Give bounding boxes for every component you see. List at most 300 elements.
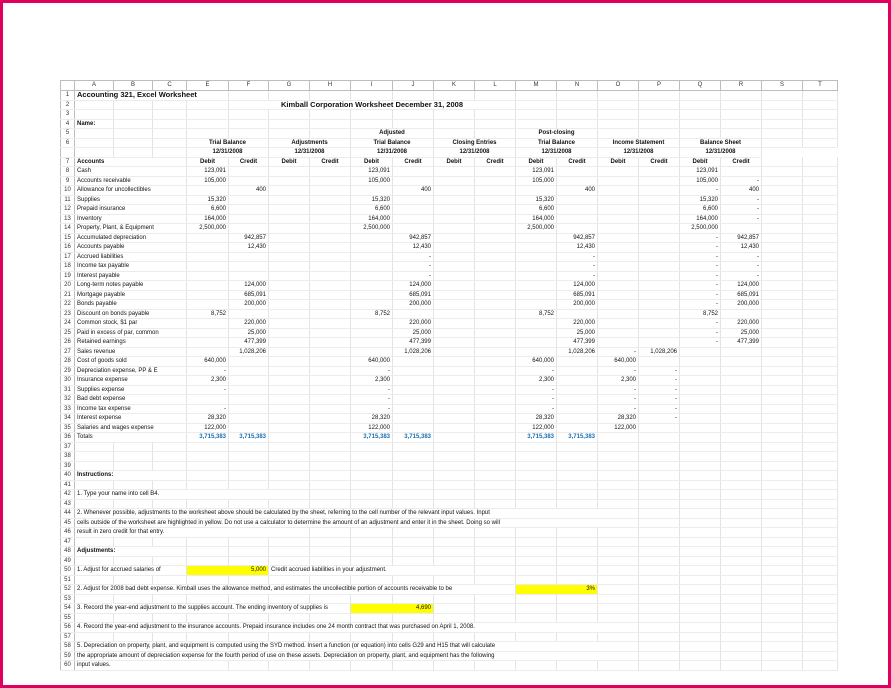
cell[interactable] xyxy=(557,110,598,120)
cell[interactable] xyxy=(680,575,721,585)
cell[interactable] xyxy=(229,91,269,101)
row-header-2[interactable]: 2 xyxy=(61,100,75,110)
cell[interactable] xyxy=(393,661,434,671)
row-header-3[interactable]: 3 xyxy=(61,110,75,120)
header-group-sub[interactable]: Trial Balance xyxy=(351,138,434,148)
cell[interactable] xyxy=(393,556,434,566)
cell[interactable] xyxy=(721,547,762,557)
credit-header[interactable]: Credit xyxy=(310,157,351,167)
post-closing-credit[interactable] xyxy=(557,376,598,386)
cell[interactable] xyxy=(803,300,838,310)
income-statement-credit[interactable] xyxy=(639,186,680,196)
cell[interactable] xyxy=(803,176,838,186)
trial-balance-debit[interactable] xyxy=(187,262,229,272)
trial-balance-debit[interactable] xyxy=(187,319,229,329)
sheet-title[interactable]: Accounting 321, Excel Worksheet xyxy=(75,91,229,101)
cell[interactable] xyxy=(153,632,187,642)
trial-balance-debit[interactable] xyxy=(187,233,229,243)
cell[interactable] xyxy=(434,604,475,614)
cell[interactable] xyxy=(803,528,838,538)
balance-sheet-debit[interactable] xyxy=(680,347,721,357)
income-statement-credit[interactable] xyxy=(639,224,680,234)
cell[interactable] xyxy=(516,442,557,452)
cell[interactable] xyxy=(721,509,762,519)
cell[interactable] xyxy=(680,604,721,614)
cell[interactable] xyxy=(153,452,187,462)
cell[interactable] xyxy=(153,442,187,452)
cell[interactable] xyxy=(516,632,557,642)
post-closing-debit[interactable]: 123,091 xyxy=(516,167,557,177)
cell[interactable] xyxy=(803,376,838,386)
trial-balance-debit[interactable]: - xyxy=(187,385,229,395)
cell[interactable] xyxy=(434,176,475,186)
adjusted-debit[interactable]: - xyxy=(351,404,393,414)
column-header-S[interactable]: S xyxy=(762,81,803,91)
cell[interactable] xyxy=(310,433,351,443)
cell[interactable] xyxy=(803,395,838,405)
column-header-Q[interactable]: Q xyxy=(680,81,721,91)
cell[interactable] xyxy=(598,499,639,509)
cell[interactable] xyxy=(75,442,114,452)
row-header-48[interactable]: 48 xyxy=(61,547,75,557)
row-header-39[interactable]: 39 xyxy=(61,461,75,471)
cell[interactable] xyxy=(639,585,680,595)
income-statement-credit[interactable] xyxy=(639,309,680,319)
cell[interactable] xyxy=(351,547,393,557)
balance-sheet-credit[interactable] xyxy=(721,376,762,386)
trial-balance-debit[interactable]: 123,091 xyxy=(187,167,229,177)
adjusted-credit[interactable]: 25,000 xyxy=(393,328,434,338)
cell[interactable] xyxy=(803,385,838,395)
post-closing-credit[interactable]: - xyxy=(557,271,598,281)
cell[interactable] xyxy=(516,119,557,129)
cell[interactable] xyxy=(114,499,153,509)
totals-label[interactable]: Totals xyxy=(75,433,187,443)
cell[interactable] xyxy=(639,91,680,101)
cell[interactable] xyxy=(762,357,803,367)
cell[interactable] xyxy=(310,414,351,424)
total-tb-credit[interactable]: 3,715,383 xyxy=(229,433,269,443)
cell[interactable] xyxy=(639,632,680,642)
cell[interactable] xyxy=(310,357,351,367)
cell[interactable] xyxy=(153,461,187,471)
post-closing-credit[interactable] xyxy=(557,414,598,424)
cell[interactable] xyxy=(269,632,310,642)
cell[interactable] xyxy=(434,186,475,196)
income-statement-debit[interactable] xyxy=(598,224,639,234)
cell[interactable] xyxy=(351,632,393,642)
cell[interactable] xyxy=(557,100,598,110)
income-statement-credit[interactable] xyxy=(639,214,680,224)
cell[interactable] xyxy=(803,423,838,433)
post-closing-credit[interactable] xyxy=(557,357,598,367)
cell[interactable] xyxy=(187,452,229,462)
account-name[interactable]: Bonds payable xyxy=(75,300,187,310)
cell[interactable] xyxy=(434,309,475,319)
cell[interactable] xyxy=(187,556,229,566)
cell[interactable] xyxy=(639,129,680,139)
cell[interactable] xyxy=(639,100,680,110)
cell[interactable] xyxy=(762,167,803,177)
instructions-label[interactable]: Instructions: xyxy=(75,471,187,481)
instruction-line[interactable]: cells outside of the worksheet are highlighted in yellow. Do not use a calculator to determine the amount of an adjustment and enter it in the sheet. Doing so will xyxy=(75,518,639,528)
trial-balance-debit[interactable] xyxy=(187,271,229,281)
adjusted-debit[interactable] xyxy=(351,300,393,310)
trial-balance-debit[interactable] xyxy=(187,338,229,348)
cell[interactable] xyxy=(310,119,351,129)
cell[interactable] xyxy=(762,461,803,471)
cell[interactable] xyxy=(598,547,639,557)
cell[interactable] xyxy=(721,575,762,585)
account-name[interactable]: Cash xyxy=(75,167,187,177)
income-statement-debit[interactable]: - xyxy=(598,347,639,357)
cell[interactable] xyxy=(475,661,516,671)
adjusted-debit[interactable]: 122,000 xyxy=(351,423,393,433)
cell[interactable] xyxy=(434,594,475,604)
cell[interactable] xyxy=(639,613,680,623)
cell[interactable] xyxy=(557,556,598,566)
cell[interactable] xyxy=(434,395,475,405)
cell[interactable] xyxy=(639,518,680,528)
row-header-20[interactable]: 20 xyxy=(61,281,75,291)
column-header-I[interactable]: I xyxy=(351,81,393,91)
cell[interactable] xyxy=(269,537,310,547)
cell[interactable] xyxy=(269,214,310,224)
adjustment-2-text[interactable]: 2. Adjust for 2008 bad debt expense. Kimball uses the allowance method, and estimates the uncollectible portion of accounts receivable to be xyxy=(75,585,516,595)
cell[interactable] xyxy=(721,490,762,500)
column-header-T[interactable]: T xyxy=(803,81,838,91)
cell[interactable] xyxy=(153,480,187,490)
cell[interactable] xyxy=(475,613,516,623)
cell[interactable] xyxy=(475,547,516,557)
cell[interactable] xyxy=(516,461,557,471)
cell[interactable] xyxy=(75,613,114,623)
cell[interactable] xyxy=(269,347,310,357)
cell[interactable] xyxy=(475,195,516,205)
cell[interactable] xyxy=(680,480,721,490)
cell[interactable] xyxy=(639,556,680,566)
cell[interactable] xyxy=(598,452,639,462)
adjusted-debit[interactable]: 105,000 xyxy=(351,176,393,186)
income-statement-debit[interactable] xyxy=(598,281,639,291)
cell[interactable] xyxy=(475,119,516,129)
cell[interactable] xyxy=(114,537,153,547)
adjusted-debit[interactable]: 2,300 xyxy=(351,376,393,386)
cell[interactable] xyxy=(475,224,516,234)
balance-sheet-debit[interactable] xyxy=(680,366,721,376)
header-group-date[interactable]: 12/31/2008 xyxy=(187,148,269,158)
cell[interactable] xyxy=(434,537,475,547)
cell[interactable] xyxy=(721,518,762,528)
post-closing-debit[interactable] xyxy=(516,271,557,281)
cell[interactable] xyxy=(187,575,229,585)
cell[interactable] xyxy=(516,547,557,557)
balance-sheet-credit[interactable] xyxy=(721,385,762,395)
cell[interactable] xyxy=(351,490,393,500)
cell[interactable] xyxy=(187,547,229,557)
cell[interactable] xyxy=(762,423,803,433)
total-atb-debit[interactable]: 3,715,383 xyxy=(351,433,393,443)
income-statement-credit[interactable]: - xyxy=(639,385,680,395)
ending-supplies-input[interactable]: 4,690 xyxy=(351,604,434,614)
cell[interactable] xyxy=(598,528,639,538)
adjusted-debit[interactable] xyxy=(351,347,393,357)
cell[interactable] xyxy=(187,480,229,490)
cell[interactable] xyxy=(310,309,351,319)
trial-balance-credit[interactable] xyxy=(229,385,269,395)
cell[interactable] xyxy=(762,347,803,357)
column-header-R[interactable]: R xyxy=(721,81,762,91)
cell[interactable] xyxy=(762,309,803,319)
cell[interactable] xyxy=(803,537,838,547)
income-statement-credit[interactable] xyxy=(639,357,680,367)
cell[interactable] xyxy=(310,490,351,500)
cell[interactable] xyxy=(153,119,187,129)
trial-balance-credit[interactable]: 220,000 xyxy=(229,319,269,329)
cell[interactable] xyxy=(639,480,680,490)
trial-balance-debit[interactable]: 8,752 xyxy=(187,309,229,319)
income-statement-debit[interactable] xyxy=(598,328,639,338)
cell[interactable] xyxy=(639,499,680,509)
account-name[interactable]: Supplies xyxy=(75,195,187,205)
cell[interactable] xyxy=(803,499,838,509)
trial-balance-debit[interactable] xyxy=(187,347,229,357)
cell[interactable] xyxy=(434,528,475,538)
row-header-33[interactable]: 33 xyxy=(61,404,75,414)
balance-sheet-debit[interactable]: - xyxy=(680,328,721,338)
cell[interactable] xyxy=(762,138,803,148)
cell[interactable] xyxy=(557,604,598,614)
cell[interactable] xyxy=(310,91,351,101)
adjusted-debit[interactable]: 6,600 xyxy=(351,205,393,215)
balance-sheet-credit[interactable]: 477,399 xyxy=(721,338,762,348)
adjusted-credit[interactable] xyxy=(393,176,434,186)
cell[interactable] xyxy=(393,613,434,623)
debit-header[interactable]: Debit xyxy=(187,157,229,167)
account-name[interactable]: Prepaid insurance xyxy=(75,205,187,215)
row-header-26[interactable]: 26 xyxy=(61,338,75,348)
cell[interactable] xyxy=(762,585,803,595)
cell[interactable] xyxy=(351,480,393,490)
cell[interactable] xyxy=(762,338,803,348)
cell[interactable] xyxy=(803,129,838,139)
cell[interactable] xyxy=(721,480,762,490)
adjusted-debit[interactable] xyxy=(351,290,393,300)
post-closing-credit[interactable] xyxy=(557,167,598,177)
cell[interactable] xyxy=(393,594,434,604)
cell[interactable] xyxy=(516,100,557,110)
balance-sheet-debit[interactable]: - xyxy=(680,300,721,310)
adjusted-debit[interactable] xyxy=(351,262,393,272)
cell[interactable] xyxy=(434,433,475,443)
balance-sheet-debit[interactable] xyxy=(680,395,721,405)
adjusted-debit[interactable] xyxy=(351,186,393,196)
cell[interactable] xyxy=(803,262,838,272)
row-header-42[interactable]: 42 xyxy=(61,490,75,500)
cell[interactable] xyxy=(75,556,114,566)
post-closing-credit[interactable] xyxy=(557,176,598,186)
account-name[interactable]: Income tax expense xyxy=(75,404,187,414)
debit-header[interactable]: Debit xyxy=(680,157,721,167)
post-closing-debit[interactable]: 2,500,000 xyxy=(516,224,557,234)
cell[interactable] xyxy=(269,110,310,120)
cell[interactable] xyxy=(680,471,721,481)
cell[interactable] xyxy=(475,347,516,357)
cell[interactable] xyxy=(434,271,475,281)
cell[interactable] xyxy=(475,499,516,509)
cell[interactable] xyxy=(680,547,721,557)
trial-balance-credit[interactable] xyxy=(229,195,269,205)
adjustments-label[interactable]: Adjustments: xyxy=(75,547,187,557)
cell[interactable] xyxy=(803,157,838,167)
balance-sheet-credit[interactable] xyxy=(721,423,762,433)
cell[interactable] xyxy=(269,129,310,139)
cell[interactable] xyxy=(680,632,721,642)
trial-balance-debit[interactable] xyxy=(187,252,229,262)
cell[interactable] xyxy=(434,233,475,243)
cell[interactable] xyxy=(516,556,557,566)
balance-sheet-debit[interactable]: - xyxy=(680,319,721,329)
cell[interactable] xyxy=(598,575,639,585)
cell[interactable] xyxy=(434,338,475,348)
cell[interactable] xyxy=(680,129,721,139)
cell[interactable] xyxy=(639,575,680,585)
account-name[interactable]: Interest payable xyxy=(75,271,187,281)
cell[interactable] xyxy=(310,385,351,395)
cell[interactable] xyxy=(762,110,803,120)
cell[interactable] xyxy=(803,290,838,300)
cell[interactable] xyxy=(310,319,351,329)
post-closing-debit[interactable]: 122,000 xyxy=(516,423,557,433)
cell[interactable] xyxy=(762,233,803,243)
trial-balance-debit[interactable]: 164,000 xyxy=(187,214,229,224)
adjusted-credit[interactable]: - xyxy=(393,252,434,262)
cell[interactable] xyxy=(598,585,639,595)
row-header-30[interactable]: 30 xyxy=(61,376,75,386)
cell[interactable] xyxy=(269,366,310,376)
cell[interactable] xyxy=(803,271,838,281)
post-closing-debit[interactable] xyxy=(516,243,557,253)
cell[interactable] xyxy=(680,91,721,101)
cell[interactable] xyxy=(680,499,721,509)
post-closing-debit[interactable]: - xyxy=(516,395,557,405)
cell[interactable] xyxy=(269,575,310,585)
cell[interactable] xyxy=(803,328,838,338)
cell[interactable] xyxy=(639,452,680,462)
cell[interactable] xyxy=(762,509,803,519)
cell[interactable] xyxy=(516,499,557,509)
cell[interactable] xyxy=(310,528,351,538)
cell[interactable] xyxy=(393,452,434,462)
cell[interactable] xyxy=(310,480,351,490)
cell[interactable] xyxy=(721,594,762,604)
cell[interactable] xyxy=(269,385,310,395)
instruction-line[interactable]: result in zero credit for that entry. xyxy=(75,528,310,538)
cell[interactable] xyxy=(762,243,803,253)
cell[interactable] xyxy=(310,499,351,509)
post-closing-credit[interactable] xyxy=(557,224,598,234)
income-statement-debit[interactable] xyxy=(598,205,639,215)
row-header-60[interactable]: 60 xyxy=(61,661,75,671)
trial-balance-credit[interactable] xyxy=(229,262,269,272)
row-header-9[interactable]: 9 xyxy=(61,176,75,186)
cell[interactable] xyxy=(310,300,351,310)
adjusted-credit[interactable] xyxy=(393,309,434,319)
cell[interactable] xyxy=(434,404,475,414)
cell[interactable] xyxy=(557,119,598,129)
cell[interactable] xyxy=(310,423,351,433)
adjusted-credit[interactable]: 685,091 xyxy=(393,290,434,300)
cell[interactable] xyxy=(310,195,351,205)
adjusted-credit[interactable]: 124,000 xyxy=(393,281,434,291)
cell[interactable] xyxy=(516,528,557,538)
post-closing-debit[interactable] xyxy=(516,290,557,300)
cell[interactable] xyxy=(803,167,838,177)
adjusted-credit[interactable] xyxy=(393,205,434,215)
cell[interactable] xyxy=(598,100,639,110)
balance-sheet-debit[interactable]: - xyxy=(680,290,721,300)
balance-sheet-debit[interactable] xyxy=(680,404,721,414)
cell[interactable] xyxy=(762,214,803,224)
cell[interactable] xyxy=(721,528,762,538)
cell[interactable] xyxy=(310,395,351,405)
income-statement-credit[interactable]: 1,028,206 xyxy=(639,347,680,357)
post-closing-debit[interactable] xyxy=(516,300,557,310)
row-header-19[interactable]: 19 xyxy=(61,271,75,281)
cell[interactable] xyxy=(680,642,721,652)
adjusted-credit[interactable] xyxy=(393,404,434,414)
header-group-date[interactable]: 12/31/2008 xyxy=(434,148,516,158)
cell[interactable] xyxy=(680,651,721,661)
cell[interactable] xyxy=(393,528,434,538)
cell[interactable] xyxy=(557,471,598,481)
cell[interactable] xyxy=(475,290,516,300)
header-group-label[interactable]: Income Statement xyxy=(598,138,680,148)
cell[interactable] xyxy=(153,129,187,139)
cell[interactable] xyxy=(229,537,269,547)
post-closing-credit[interactable]: 220,000 xyxy=(557,319,598,329)
trial-balance-debit[interactable]: - xyxy=(187,366,229,376)
cell[interactable] xyxy=(269,176,310,186)
cell[interactable] xyxy=(721,471,762,481)
cell[interactable] xyxy=(114,100,153,110)
cell[interactable] xyxy=(639,537,680,547)
income-statement-credit[interactable]: - xyxy=(639,414,680,424)
balance-sheet-credit[interactable]: 400 xyxy=(721,186,762,196)
trial-balance-credit[interactable] xyxy=(229,224,269,234)
cell[interactable] xyxy=(475,528,516,538)
adjusted-debit[interactable]: 15,320 xyxy=(351,195,393,205)
balance-sheet-credit[interactable]: - xyxy=(721,214,762,224)
adjusted-credit[interactable]: - xyxy=(393,271,434,281)
cell[interactable] xyxy=(516,661,557,671)
adjustment-5-line[interactable]: 5. Depreciation on property, plant, and equipment is computed using the SYD method. Insert a function (or equation) into cells G29 and H15 that will calculate xyxy=(75,642,639,652)
cell[interactable] xyxy=(269,195,310,205)
cell[interactable] xyxy=(153,575,187,585)
column-header-A[interactable]: A xyxy=(75,81,114,91)
adjusted-credit[interactable]: 220,000 xyxy=(393,319,434,329)
cell[interactable] xyxy=(516,480,557,490)
income-statement-debit[interactable] xyxy=(598,300,639,310)
income-statement-credit[interactable]: - xyxy=(639,395,680,405)
income-statement-debit[interactable] xyxy=(598,290,639,300)
cell[interactable] xyxy=(310,243,351,253)
adjusted-credit[interactable] xyxy=(393,423,434,433)
income-statement-debit[interactable]: 640,000 xyxy=(598,357,639,367)
cell[interactable] xyxy=(434,243,475,253)
cell[interactable] xyxy=(269,186,310,196)
cell[interactable] xyxy=(75,100,114,110)
